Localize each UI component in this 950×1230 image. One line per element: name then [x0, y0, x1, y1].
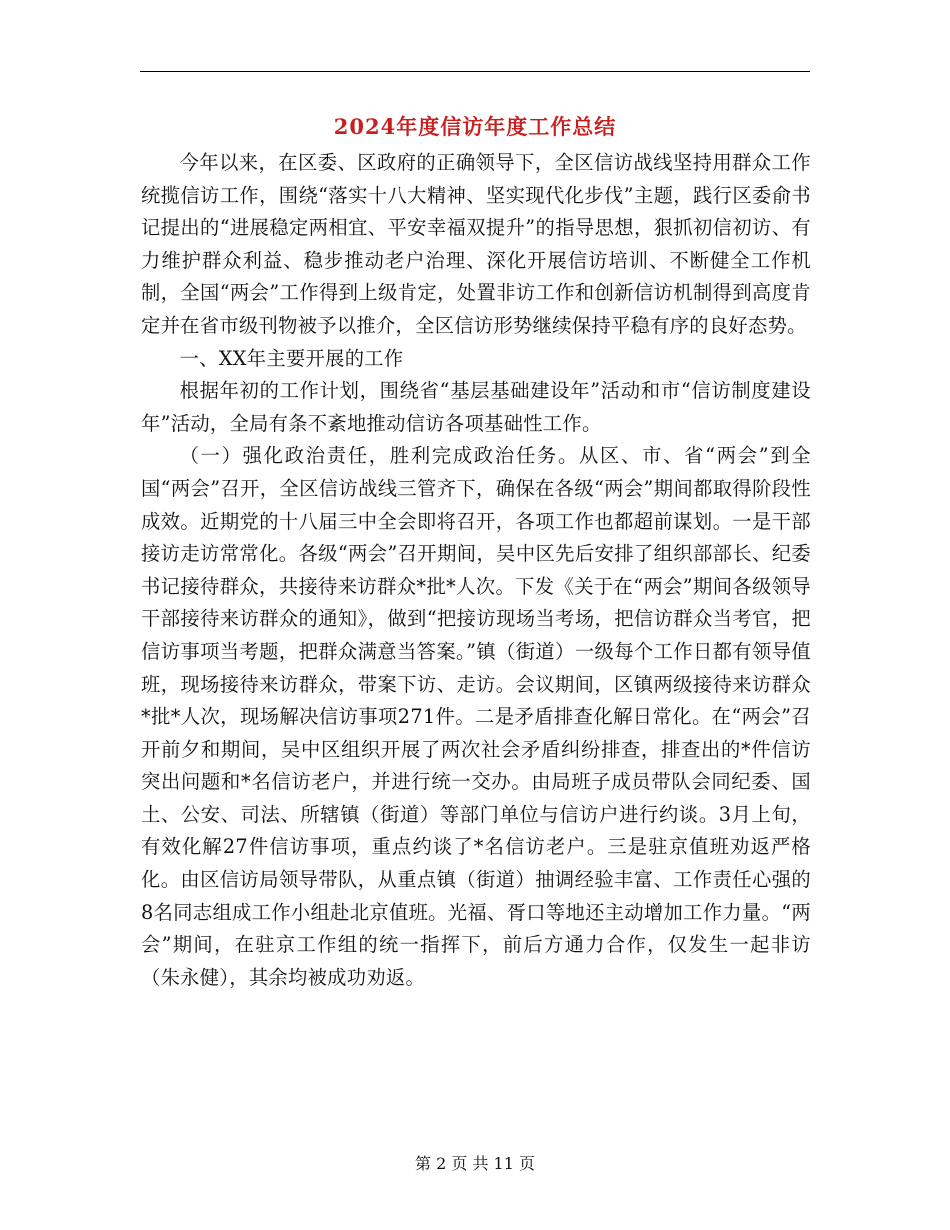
plan-paragraph: 根据年初的工作计划，围绕省“基层基础建设年”活动和市“信访制度建设年”活动，全局有条不紊地推动信访各项基础性工作。: [141, 379, 811, 435]
document-body: [141, 147, 811, 994]
document-title: 2024年度信访年度工作总结: [333, 114, 617, 139]
section-heading: 一、XX年主要开展的工作: [179, 346, 404, 370]
page-number: 第 2 页 共 11 页: [415, 1154, 535, 1173]
intro-paragraph: 今年以来，在区委、区政府的正确领导下，全区信访战线坚持用群众工作统揽信访工作，围绕“落实十八大精神、坚实现代化步伐”主题，践行区委俞书记提出的“进展稳定两相宜、平安幸福双提升”的指导思想，狠抓初信初访、有力维护群众利益、稳步推动老户治理、深化开展信访培训、不断健全工作机制，全国“两会”工作得到上级肯定，处置非访工作和创新信访机制得到高度肯定并在省市级刊物被予以推介，全区信访形势继续保持平稳有序的良好态势。: [141, 151, 811, 337]
header-rule: [140, 71, 810, 72]
political-task-paragraph: （一）强化政治责任，胜利完成政治任务。从区、市、省“两会”到全国“两会”召开，全区信访战线三管齐下，确保在各级“两会”期间都取得阶段性成效。近期党的十八届三中全会即将召开，各项工作也都超前谋划。一是干部接访走访常常化。各级“两会”召开期间，吴中区先后安排了组织部部长、纪委书记接待群众，共接待来访群众*批*人次。下发《关于在“两会”期间各级领导干部接待来访群众的通知》，做到“把接访现场当考场，把信访群众当考官，把信访事项当考题，把群众满意当答案。”镇（街道）一级每个工作日都有领导值班，现场接待来访群众，带案下访、走访。会议期间，区镇两级接待来访群众*批*人次，现场解决信访事项271件。二是矛盾排查化解日常化。在“两会”召开前夕和期间，吴中区组织开展了两次社会矛盾纠纷排查，排查出的*件信访突出问题和*名信访老户，并进行统一交办。由局班子成员带队会同纪委、国土、公安、司法、所辖镇（街道）等部门单位与信访户进行约谈。3月上旬，有效化解27件信访事项，重点约谈了*名信访老户。三是驻京值班劝返严格化。由区信访局领导带队，从重点镇（街道）抽调经验丰富、工作责任心强的8名同志组成工作小组赴北京值班。光福、胥口等地还主动增加工作力量。“两会”期间，在驻京工作组的统一指挥下，前后方通力合作，仅发生一起非访（朱永健），其余均被成功劝返。: [141, 444, 811, 989]
